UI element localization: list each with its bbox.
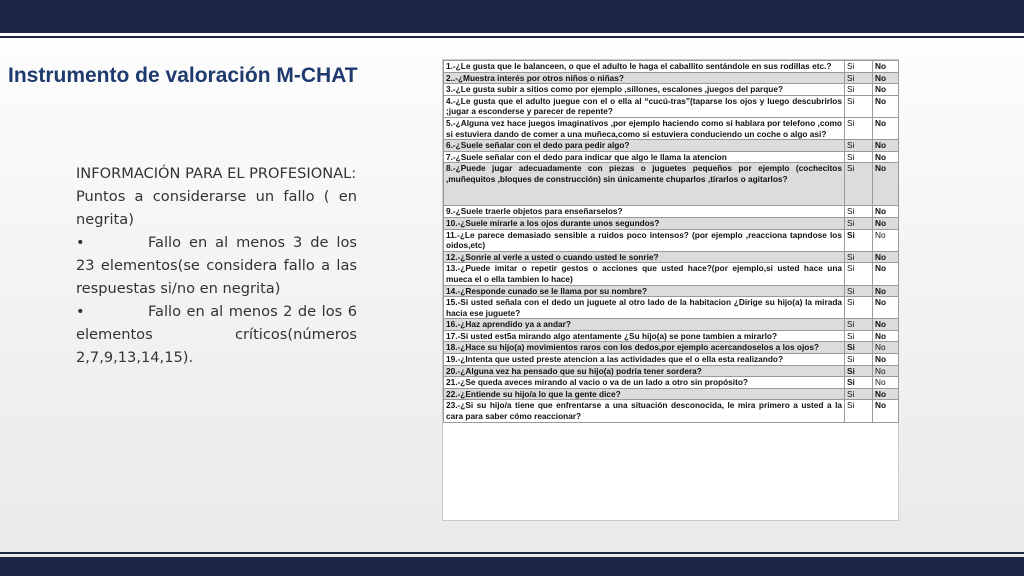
answer-si-cell: Si xyxy=(845,263,873,285)
question-cell: 8.-¿Puede jugar adecuadamente con piezas o juguetes pequeños por ejemplo (cochecitos ,muñequitos ,bloques de construcción) sin únicamente chuparlos ,tirarlos o agitarlos? xyxy=(444,163,845,206)
answer-no-cell: No xyxy=(873,377,899,389)
bullet-text-1: Fallo en al menos 3 de los 23 elementos(se considera fallo a las respuestas si/no en negrita) xyxy=(76,234,357,297)
bullet-item-1 xyxy=(76,231,357,300)
answer-si-cell: Si xyxy=(845,206,873,218)
answer-si-cell: Si xyxy=(845,319,873,331)
info-criteria: Puntos a considerarse un fallo ( en negrita) xyxy=(76,188,357,228)
answer-si-cell: Si xyxy=(845,95,873,117)
answer-no-cell: No xyxy=(873,140,899,152)
answer-si-cell: Si xyxy=(845,297,873,319)
table-row xyxy=(444,285,899,297)
table-row xyxy=(444,206,899,218)
table-row xyxy=(444,217,899,229)
table-row xyxy=(444,140,899,152)
question-cell: 23.-¿Si su hijo/a tiene que enfrentarse a una situación desconocida, le mira primero a usted a la cara para saber cómo reaccionar? xyxy=(444,400,845,422)
answer-no-cell: No xyxy=(873,285,899,297)
question-cell: 16.-¿Haz aprendido ya a andar? xyxy=(444,319,845,331)
table-row xyxy=(444,117,899,139)
question-cell: 22.-¿Entiende su hijo/a lo que la gente dice? xyxy=(444,388,845,400)
answer-no-cell: No xyxy=(873,400,899,422)
question-cell: 10.-¿Suele mirarle a los ojos durante unos segundos? xyxy=(444,217,845,229)
professional-info xyxy=(76,162,357,369)
bullet-icon: • xyxy=(76,234,85,251)
bullet-text-2: Fallo en al menos 2 de los 6 elementos críticos(números 2,7,9,13,14,15). xyxy=(76,303,357,366)
question-cell: 12.-¿Sonrie al verle a usted o cuando usted le sonrie? xyxy=(444,251,845,263)
top-banner xyxy=(0,0,1024,33)
table-row xyxy=(444,61,899,73)
question-cell: 6.-¿Suele señalar con el dedo para pedir algo? xyxy=(444,140,845,152)
info-heading: INFORMACIÓN PARA EL PROFESIONAL: xyxy=(76,165,357,182)
bullet-icon: • xyxy=(76,303,85,320)
answer-si-cell: Si xyxy=(845,217,873,229)
table-row xyxy=(444,388,899,400)
answer-si-cell: Si xyxy=(845,251,873,263)
top-divider xyxy=(0,36,1024,38)
answer-no-cell: No xyxy=(873,84,899,96)
answer-si-cell: Si xyxy=(845,377,873,389)
table-row xyxy=(444,84,899,96)
mchat-table-image xyxy=(443,60,898,520)
question-cell: 21.-¿Se queda aveces mirando al vacio o va de un lado a otro sin propósito? xyxy=(444,377,845,389)
answer-no-cell: No xyxy=(873,251,899,263)
answer-si-cell: Si xyxy=(845,72,873,84)
table-row xyxy=(444,342,899,354)
question-cell: 17.-Si usted est5a mirando algo atentamente ¿Su hijo(a) se pone tambien a mirarlo? xyxy=(444,330,845,342)
question-cell: 18.-¿Hace su hijo(a) movimientos raros con los dedos,por ejemplo acercandoselos a los ojos? xyxy=(444,342,845,354)
answer-si-cell: Si xyxy=(845,229,873,251)
question-cell: 20.-¿Alguna vez ha pensado que su hijo(a) podria tener sordera? xyxy=(444,365,845,377)
bottom-banner xyxy=(0,557,1024,576)
question-cell: 13.-¿Puede imitar o repetir gestos o acciones que usted hace?(por ejemplo,si usted hace una mueca el o ella tambien lo hace) xyxy=(444,263,845,285)
question-cell: 7.-¿Suele señalar con el dedo para indicar que algo le llama la atencion xyxy=(444,151,845,163)
answer-si-cell: Si xyxy=(845,61,873,73)
table-row xyxy=(444,319,899,331)
table-row xyxy=(444,263,899,285)
answer-no-cell: No xyxy=(873,117,899,139)
table-row xyxy=(444,151,899,163)
answer-no-cell: No xyxy=(873,388,899,400)
question-cell: 2..-¿Muestra interés por otros niños o niñas? xyxy=(444,72,845,84)
question-cell: 9.-¿Suele traerle objetos para enseñarselos? xyxy=(444,206,845,218)
bottom-divider xyxy=(0,552,1024,554)
answer-no-cell: No xyxy=(873,263,899,285)
answer-si-cell: Si xyxy=(845,400,873,422)
answer-si-cell: Si xyxy=(845,151,873,163)
table-row xyxy=(444,251,899,263)
answer-no-cell: No xyxy=(873,206,899,218)
answer-si-cell: Si xyxy=(845,117,873,139)
answer-no-cell: No xyxy=(873,217,899,229)
table-row xyxy=(444,72,899,84)
question-cell: 19.-¿Intenta que usted preste atencion a las actividades que el o ella esta realizando? xyxy=(444,354,845,366)
mchat-table xyxy=(443,60,899,423)
table-row xyxy=(444,377,899,389)
answer-si-cell: Si xyxy=(845,84,873,96)
answer-no-cell: No xyxy=(873,365,899,377)
answer-no-cell: No xyxy=(873,330,899,342)
answer-no-cell: No xyxy=(873,354,899,366)
table-row xyxy=(444,365,899,377)
answer-si-cell: Si xyxy=(845,388,873,400)
answer-si-cell: Si xyxy=(845,140,873,152)
question-cell: 4.-¿Le gusta que el adulto juegue con el o ella al “cucú-tras”(taparse los ojos y luego descubrirlos ;jugar a esconderse y parecer de repente? xyxy=(444,95,845,117)
slide-title: Instrumento de valoración M-CHAT xyxy=(8,64,358,87)
table-row xyxy=(444,95,899,117)
question-cell: 14.-¿Responde cunado se le llama por su nombre? xyxy=(444,285,845,297)
answer-no-cell: No xyxy=(873,151,899,163)
question-cell: 5.-¿Alguna vez hace juegos imaginativos ,por ejemplo haciendo como si hablara por telefono ,como si estuviera dando de comer a una muñeca,como si estuviera conduciendo un coche o algo asi? xyxy=(444,117,845,139)
table-row xyxy=(444,354,899,366)
answer-no-cell: No xyxy=(873,319,899,331)
table-row xyxy=(444,330,899,342)
answer-no-cell: No xyxy=(873,61,899,73)
answer-no-cell: No xyxy=(873,95,899,117)
table-row xyxy=(444,163,899,206)
table-row xyxy=(444,229,899,251)
answer-no-cell: No xyxy=(873,297,899,319)
answer-no-cell: No xyxy=(873,342,899,354)
answer-no-cell: No xyxy=(873,229,899,251)
answer-si-cell: Si xyxy=(845,163,873,206)
answer-si-cell: Si xyxy=(845,365,873,377)
question-cell: 3.-¿Le gusta subir a sitios como por ejemplo ,sillones, escalones ,juegos del parque? xyxy=(444,84,845,96)
answer-no-cell: No xyxy=(873,163,899,206)
bullet-item-2 xyxy=(76,300,357,369)
table-row xyxy=(444,297,899,319)
question-cell: 15.-Si usted señala con el dedo un juguete al otro lado de la habitacion ¿Dirige su hijo(a) la mirada hacia ese juguete? xyxy=(444,297,845,319)
question-cell: 11.-¿Le parece demasiado sensible a ruidos poco intensos? (por ejemplo ,reacciona tapndose los oidos,etc) xyxy=(444,229,845,251)
answer-no-cell: No xyxy=(873,72,899,84)
answer-si-cell: Si xyxy=(845,285,873,297)
question-cell: 1.-¿Le gusta que le balanceen, o que el adulto le haga el caballito sentándole en sus rodillas etc.? xyxy=(444,61,845,73)
answer-si-cell: Si xyxy=(845,330,873,342)
answer-si-cell: Si xyxy=(845,342,873,354)
table-row xyxy=(444,400,899,422)
answer-si-cell: Si xyxy=(845,354,873,366)
